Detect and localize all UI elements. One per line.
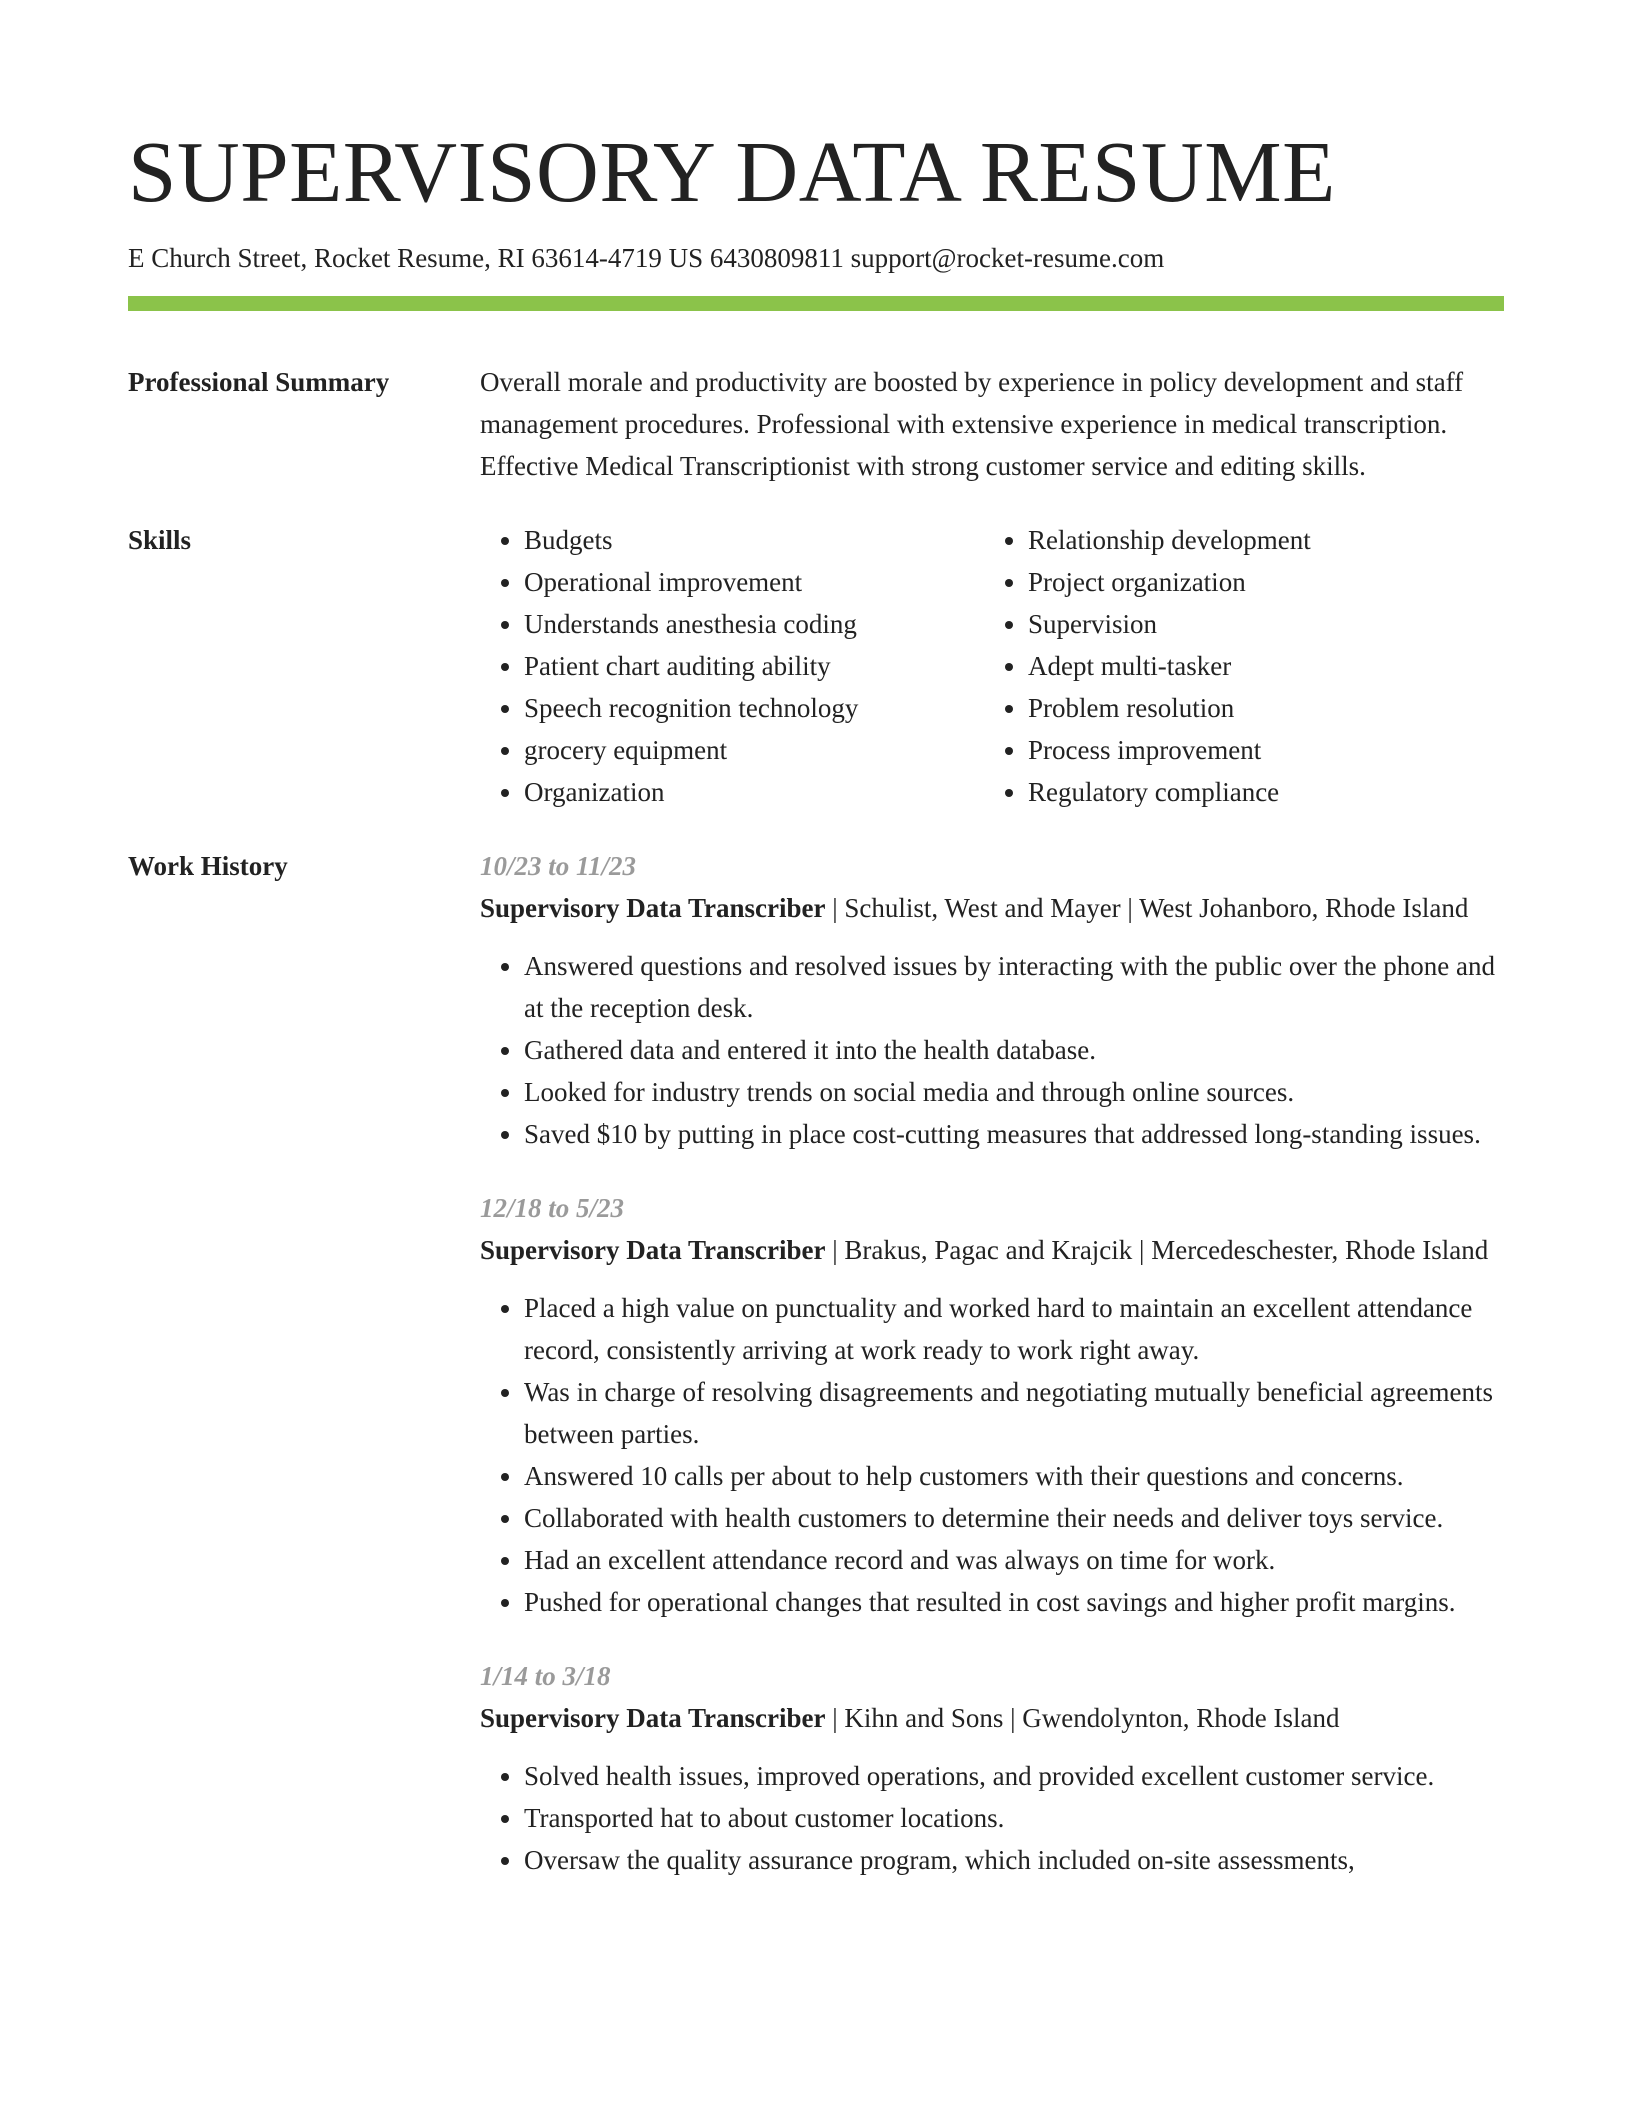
job-heading [480, 887, 1504, 929]
job-employer-location: | Schulist, West and Mayer | West Johanboro, Rhode Island [825, 893, 1469, 923]
skill-item: • Organization [524, 771, 984, 813]
job-bullet: • Had an excellent attendance record and was always on time for work. [524, 1539, 1504, 1581]
contact-info: E Church Street, Rocket Resume, RI 63614-4719 US 6430809811 support@rocket-resume.com [128, 243, 1165, 273]
skill-item: • Patient chart auditing ability [524, 645, 984, 687]
job-title: Supervisory Data Transcriber [480, 1235, 826, 1265]
job-heading [480, 1229, 1504, 1271]
resume-title: SUPERVISORY DATA RESUME [128, 123, 1336, 220]
skill-item: • Problem resolution [1028, 687, 1488, 729]
job-dates: 1/14 to 3/18 [480, 1661, 611, 1691]
summary-section [128, 361, 1504, 487]
work-history-heading: Work History [128, 851, 288, 881]
job-bullet: • Transported hat to about customer locations. [524, 1797, 1504, 1839]
skills-list [480, 519, 1504, 813]
skills-heading: Skills [128, 525, 192, 555]
job-bullet: • Pushed for operational changes that resulted in cost savings and higher profit margins. [524, 1581, 1504, 1623]
skill-item: • Adept multi-tasker [1028, 645, 1488, 687]
job-bullets [480, 1755, 1504, 1881]
job-entry [480, 1655, 1504, 1881]
job-employer-location: | Kihn and Sons | Gwendolynton, Rhode Island [825, 1703, 1340, 1733]
job-bullet: • Oversaw the quality assurance program, which included on-site assessments, [524, 1839, 1504, 1881]
skill-item: • Project organization [1028, 561, 1488, 603]
skill-item: • Regulatory compliance [1028, 771, 1488, 813]
skill-item: • Relationship development [1028, 519, 1488, 561]
job-bullets [480, 1287, 1504, 1623]
job-bullet: • Looked for industry trends on social media and through online sources. [524, 1071, 1504, 1113]
skill-item: • Operational improvement [524, 561, 984, 603]
job-entry [480, 845, 1504, 1155]
job-title: Supervisory Data Transcriber [480, 1703, 826, 1733]
job-bullet: • Collaborated with health customers to determine their needs and deliver toys service. [524, 1497, 1504, 1539]
skill-item: • Supervision [1028, 603, 1488, 645]
job-dates: 10/23 to 11/23 [480, 851, 637, 881]
job-title: Supervisory Data Transcriber [480, 893, 826, 923]
job-bullet: • Placed a high value on punctuality and worked hard to maintain an excellent attendance record, consistently arriving at work ready to work right away. [524, 1287, 1504, 1371]
work-history-list [480, 845, 1504, 1913]
skill-item: • grocery equipment [524, 729, 984, 771]
skills-column-left [480, 519, 984, 813]
summary-heading: Professional Summary [128, 367, 390, 397]
skill-item: • Speech recognition technology [524, 687, 984, 729]
skill-item: • Understands anesthesia coding [524, 603, 984, 645]
accent-divider [128, 296, 1504, 311]
skill-item: • Process improvement [1028, 729, 1488, 771]
job-bullet: • Solved health issues, improved operations, and provided excellent customer service. [524, 1755, 1504, 1797]
resume-page [128, 0, 1504, 1913]
job-bullets [480, 945, 1504, 1155]
job-bullet: • Answered questions and resolved issues by interacting with the public over the phone and at the reception desk. [524, 945, 1504, 1029]
job-dates: 12/18 to 5/23 [480, 1193, 625, 1223]
summary-text: Overall morale and productivity are boosted by experience in policy development and staff management procedures. Professional with extensive experience in medical transcription. Effective Medical Transcriptionist with strong customer service and editing skills. [480, 367, 1464, 481]
job-bullet: • Answered 10 calls per about to help customers with their questions and concerns. [524, 1455, 1504, 1497]
skills-column-right [984, 519, 1488, 813]
job-bullet: • Was in charge of resolving disagreements and negotiating mutually beneficial agreements between parties. [524, 1371, 1504, 1455]
work-history-section [128, 845, 1504, 1913]
job-bullet: • Saved $10 by putting in place cost-cutting measures that addressed long-standing issues. [524, 1113, 1504, 1155]
job-entry [480, 1187, 1504, 1623]
job-employer-location: | Brakus, Pagac and Krajcik | Mercedeschester, Rhode Island [825, 1235, 1489, 1265]
skill-item: • Budgets [524, 519, 984, 561]
skills-section [128, 519, 1504, 813]
job-heading [480, 1697, 1504, 1739]
job-bullet: • Gathered data and entered it into the health database. [524, 1029, 1504, 1071]
